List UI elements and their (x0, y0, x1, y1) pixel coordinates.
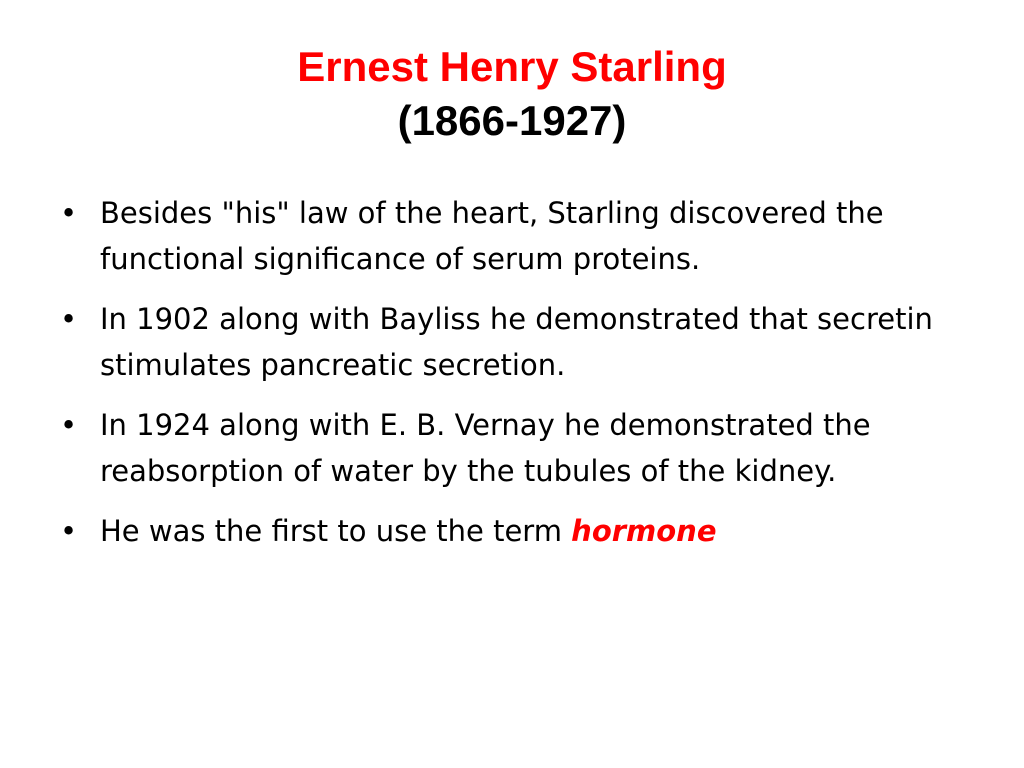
title-name: Ernest Henry Starling (297, 43, 727, 90)
bullet-text: In 1902 along with Bayliss he demonstrated that secretin stimulates pancreatic secretion. (100, 302, 933, 382)
bullet-text: Besides "his" law of the heart, Starling discovered the functional significance of serum proteins. (100, 196, 884, 276)
slide-title (0, 40, 1024, 148)
bullet-item (60, 508, 980, 554)
bullet-item (60, 402, 980, 494)
bullet-marker: • (60, 514, 78, 548)
bullet-text: In 1924 along with E. B. Vernay he demonstrated the reabsorption of water by the tubules of the kidney. (100, 408, 871, 488)
bullet-marker: • (60, 196, 78, 230)
emphasized-term: hormone (571, 514, 717, 548)
bullet-item (60, 190, 980, 282)
bullet-marker: • (60, 302, 78, 336)
bullet-text: He was the first to use the term (100, 514, 572, 548)
bullet-marker: • (60, 408, 78, 442)
title-years: (1866-1927) (397, 97, 627, 144)
bullet-item (60, 296, 980, 388)
bullet-list (60, 190, 980, 568)
